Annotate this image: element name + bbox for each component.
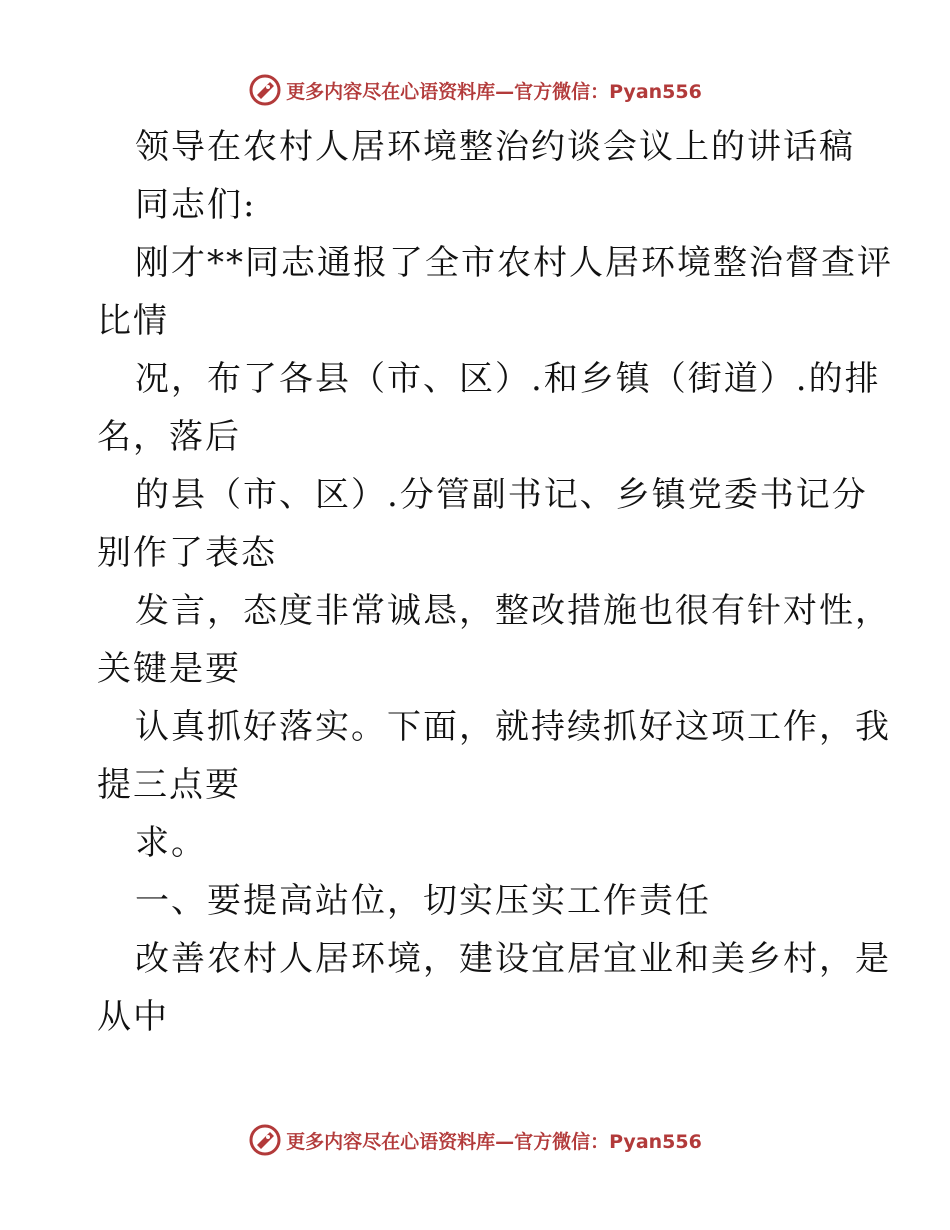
paragraph-line: 名，落后 (97, 417, 241, 457)
paragraph-line: 比情 (97, 301, 169, 341)
header-banner (0, 70, 950, 110)
paragraph-line: 认真抓好落实。下面，就持续抓好这项工作，我 (135, 707, 891, 747)
pen-nib-logo-icon (248, 73, 282, 107)
paragraph-line: 改善农村人居环境，建设宜居宜业和美乡村，是 (135, 939, 891, 979)
document-body (97, 118, 893, 1046)
salutation: 同志们: (135, 185, 257, 225)
section-heading: 一、要提高站位，切实压实工作责任 (135, 881, 711, 921)
header-banner-text: 更多内容尽在心语资料库—官方微信：Pyan556 (286, 80, 702, 103)
paragraph-line: 况，布了各县（市、区）.和乡镇（街道）.的排 (135, 359, 881, 399)
paragraph-line: 刚才**同志通报了全市农村人居环境整治督查评 (135, 243, 893, 283)
paragraph-line: 关键是要 (97, 649, 241, 689)
paragraph-line: 提三点要 (97, 765, 241, 805)
paragraph-line: 求。 (135, 823, 207, 863)
paragraph-line: 从中 (97, 997, 169, 1037)
document-title: 领导在农村人居环境整治约谈会议上的讲话稿 (135, 127, 855, 167)
paragraph-line: 的县（市、区）.分管副书记、乡镇党委书记分 (135, 475, 868, 515)
pen-nib-logo-icon (248, 1123, 282, 1157)
paragraph-line: 别作了表态 (97, 533, 277, 573)
paragraph-line: 发言，态度非常诚恳，整改措施也很有针对性， (135, 591, 891, 631)
footer-banner-text: 更多内容尽在心语资料库—官方微信：Pyan556 (286, 1130, 702, 1153)
footer-banner (0, 1120, 950, 1160)
